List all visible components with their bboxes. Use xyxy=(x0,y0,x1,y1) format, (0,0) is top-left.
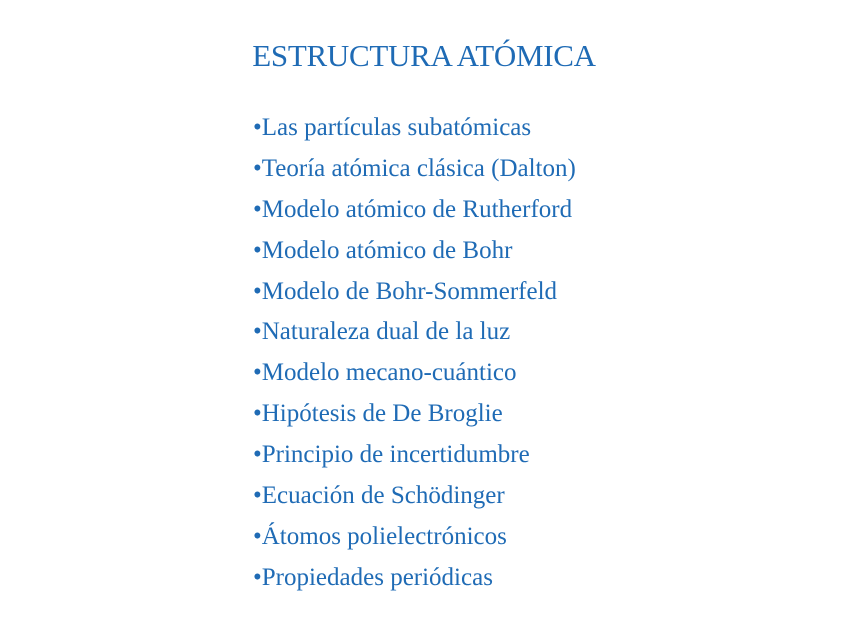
topic-item: •Modelo mecano-cuántico xyxy=(253,359,517,387)
topic-item: •Ecuación de Schödinger xyxy=(253,482,505,510)
topic-item: •Propiedades periódicas xyxy=(253,563,493,591)
topic-item: •Modelo atómico de Bohr xyxy=(253,236,513,264)
topic-list xyxy=(253,108,576,599)
topic-item: •Principio de incertidumbre xyxy=(253,441,530,469)
topic-item: •Las partículas subatómicas xyxy=(253,114,532,141)
topic-item: •Modelo atómico de Rutherford xyxy=(253,195,573,223)
topic-item: •Átomos polielectrónicos xyxy=(253,522,507,550)
topic-item: •Naturaleza dual de la luz xyxy=(253,318,511,346)
topic-item: •Modelo de Bohr-Sommerfeld xyxy=(253,277,558,305)
slide-title: ESTRUCTURA ATÓMICA xyxy=(252,38,596,73)
topic-item: •Teoría atómica clásica (Dalton) xyxy=(253,154,576,182)
topic-item: •Hipótesis de De Broglie xyxy=(253,400,503,428)
